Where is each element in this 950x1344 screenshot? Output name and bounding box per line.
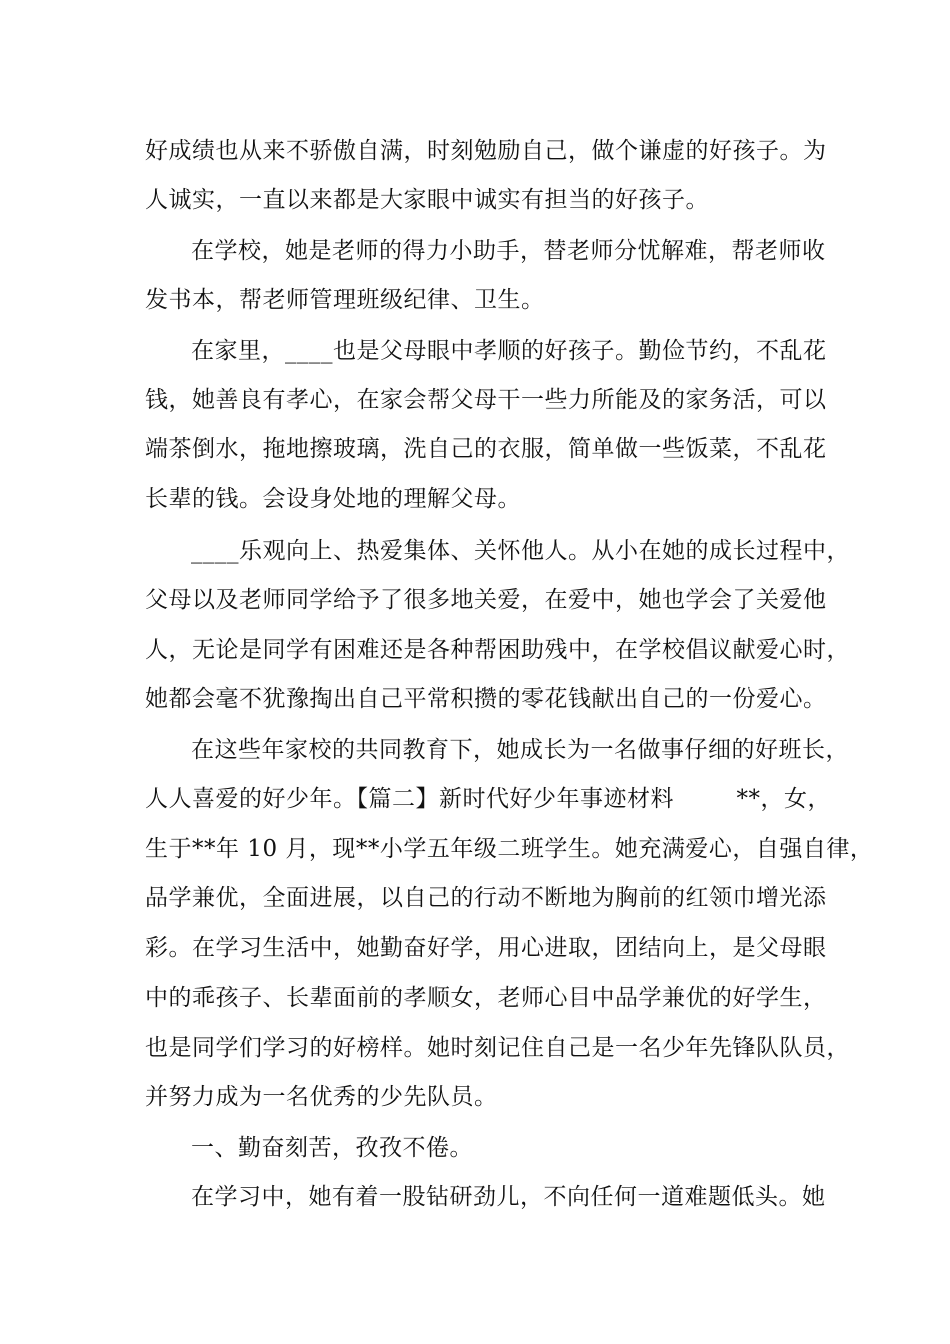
paragraph-start: 在学习中，她有着一股钻研劲儿，不向任何一道难题低头。她 — [191, 1184, 826, 1210]
paragraph-start: 在这些年家校的共同教育下，她成长为一名做事仔细的好班长， — [191, 737, 849, 763]
text-line: 发书本，帮老师管理班级纪律、卫生。 — [145, 287, 545, 313]
text-line: 生于**年 10 月，现**小学五年级二班学生。她充满爱心，自强自律， — [145, 836, 874, 862]
text-line: 中的乖孩子、长辈面前的孝顺女，老师心目中品学兼优的好学生， — [145, 985, 827, 1011]
text-line: 人诚实，一直以来都是大家眼中诚实有担当的好孩子。 — [145, 187, 709, 213]
text-line: 端茶倒水，拖地擦玻璃，洗自己的衣服，简单做一些饭菜，不乱花 — [145, 436, 827, 462]
text-line: 长辈的钱。会设身处地的理解父母。 — [145, 486, 521, 512]
paragraph-start: ____乐观向上、热爱集体、关怀他人。从小在她的成长过程中， — [191, 538, 850, 564]
text-line: 也是同学们学习的好榜样。她时刻记住自己是一名少年先锋队队员， — [145, 1035, 850, 1061]
text-line: 钱，她善良有孝心，在家会帮父母干一些力所能及的家务活，可以 — [145, 387, 827, 413]
text-line: 并努力成为一名优秀的少先队员。 — [145, 1084, 498, 1110]
text-line: 人人喜爱的好少年。【篇二】新时代好少年事迹材料 **，女， — [145, 786, 831, 812]
section-heading: 一、勤奋刻苦，孜孜不倦。 — [191, 1135, 473, 1161]
text-line: 品学兼优，全面进展，以自己的行动不断地为胸前的红领巾增光添 — [145, 885, 827, 911]
text-line: 彩。在学习生活中，她勤奋好学，用心进取，团结向上，是父母眼 — [145, 935, 827, 961]
text-line: 人，无论是同学有困难还是各种帮困助残中，在学校倡议献爱心时， — [145, 637, 850, 663]
text-line: 好成绩也从来不骄傲自满，时刻勉励自己，做个谦虚的好孩子。为 — [145, 138, 827, 164]
text-line: 父母以及老师同学给予了很多地关爱，在爱中，她也学会了关爱他 — [145, 587, 827, 613]
text-line: 她都会毫不犹豫掏出自己平常积攒的零花钱献出自己的一份爱心。 — [145, 686, 827, 712]
paragraph-start: 在家里，____也是父母眼中孝顺的好孩子。勤俭节约，不乱花 — [191, 338, 827, 364]
paragraph-start: 在学校，她是老师的得力小助手，替老师分忧解难，帮老师收 — [191, 238, 826, 264]
